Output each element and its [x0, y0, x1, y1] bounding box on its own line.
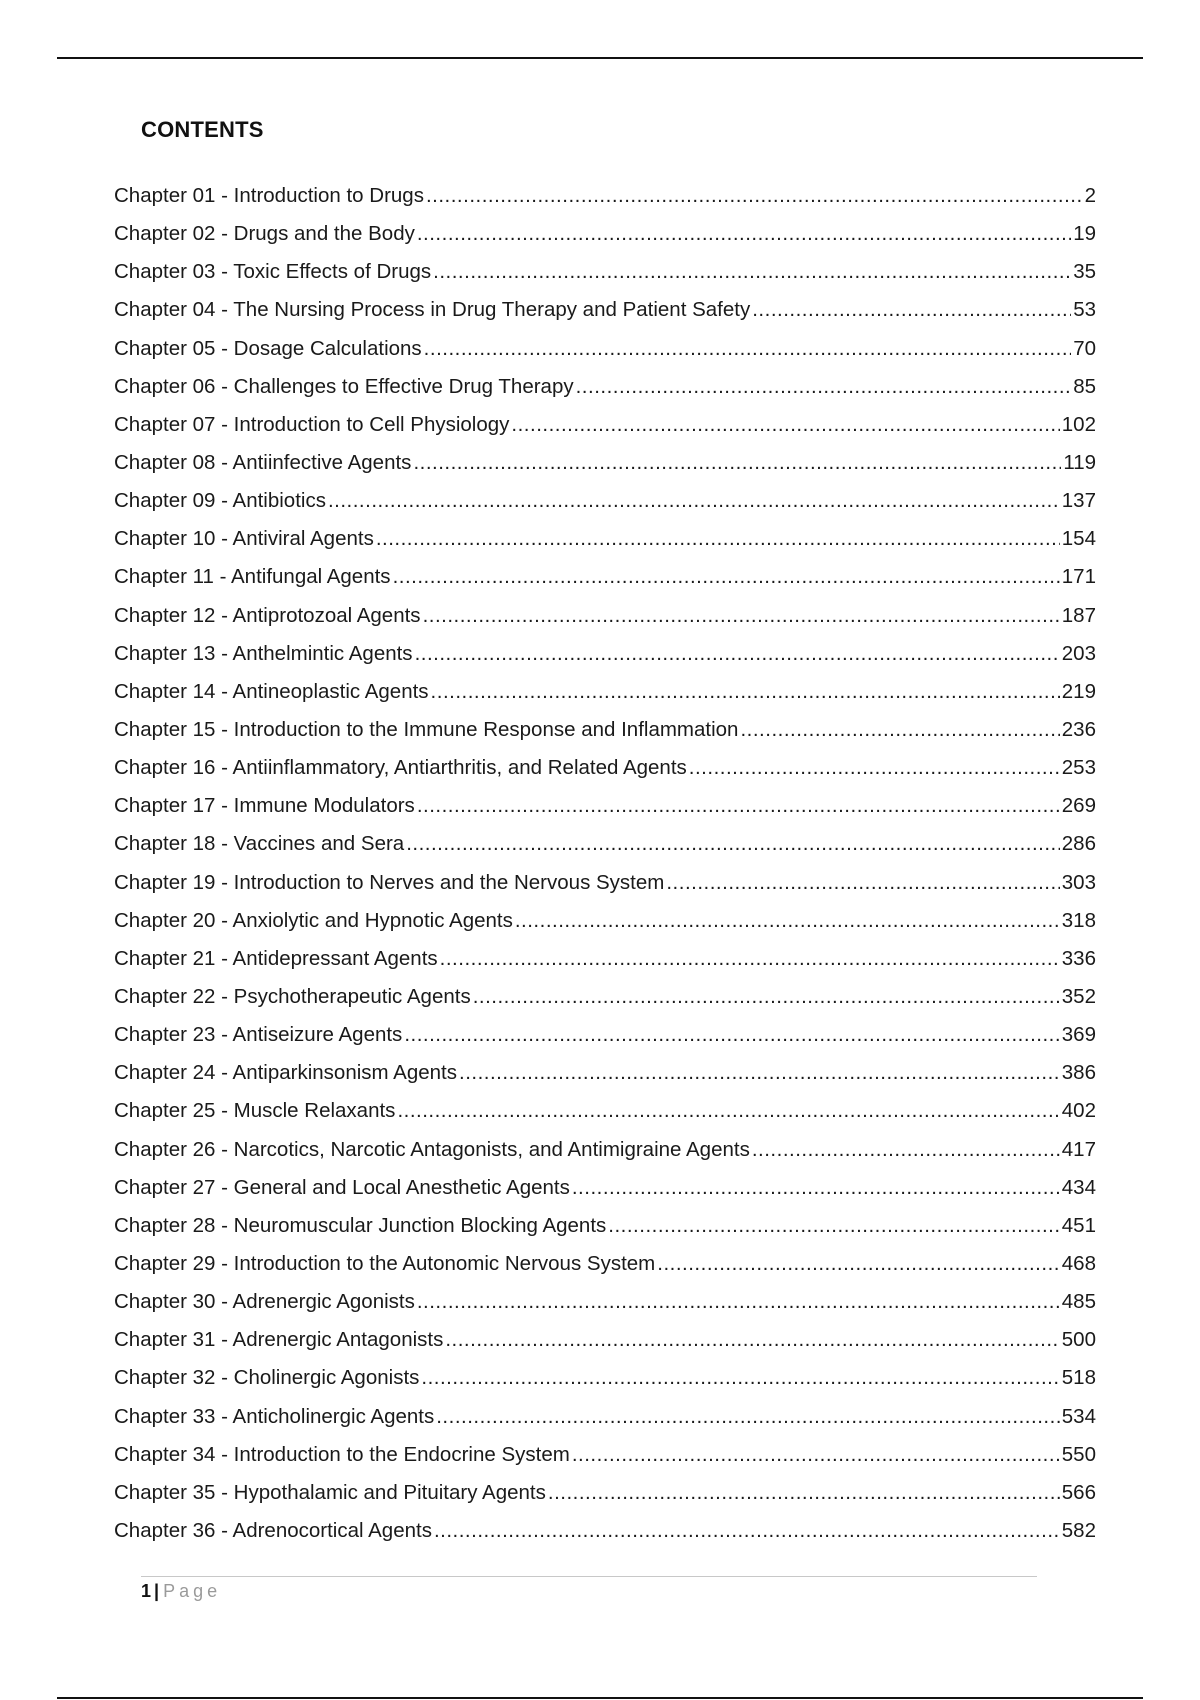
toc-entry-page: 85: [1073, 374, 1096, 398]
toc-entry-page: 70: [1073, 336, 1096, 360]
toc-dot-leader: [404, 1023, 1059, 1047]
footer-separator: |: [154, 1581, 160, 1601]
toc-entry-page: 352: [1061, 984, 1096, 1008]
toc-dot-leader: [459, 1061, 1060, 1085]
toc-entry-title: Chapter 23 - Antiseizure Agents: [114, 1023, 403, 1047]
toc-entry[interactable]: [114, 298, 1096, 336]
toc-entry-page: 2: [1084, 184, 1096, 207]
toc-entry[interactable]: [114, 222, 1096, 260]
toc-entry-page: 187: [1061, 603, 1096, 627]
toc-entry-title: Chapter 11 - Antifungal Agents: [114, 565, 391, 589]
toc-entry-page: 582: [1061, 1518, 1096, 1542]
toc-entry-title: Chapter 31 - Adrenergic Antagonists: [114, 1328, 444, 1352]
toc-dot-leader: [415, 642, 1060, 666]
toc-entry-title: Chapter 07 - Introduction to Cell Physiology: [114, 412, 510, 436]
toc-entry-title: Chapter 17 - Immune Modulators: [114, 794, 415, 818]
toc-entry-title: Chapter 02 - Drugs and the Body: [114, 222, 415, 246]
toc-entry-page: 534: [1061, 1404, 1096, 1428]
toc-entry[interactable]: [114, 565, 1096, 603]
toc-dot-leader: [397, 1099, 1059, 1123]
footer-page-label: Page: [163, 1581, 222, 1601]
toc-entry-page: 417: [1061, 1137, 1096, 1161]
toc-dot-leader: [657, 1252, 1060, 1276]
toc-entry[interactable]: [114, 1061, 1096, 1099]
toc-entry-title: Chapter 18 - Vaccines and Sera: [114, 832, 405, 856]
toc-entry-title: Chapter 16 - Antiinflammatory, Antiarthritis, and Related Agents: [114, 756, 687, 780]
toc-entry-page: 119: [1063, 450, 1096, 474]
toc-entry[interactable]: [114, 947, 1096, 985]
toc-entry-page: 303: [1061, 870, 1096, 894]
toc-entry-page: 402: [1061, 1099, 1096, 1123]
toc-entry-page: 269: [1061, 794, 1096, 818]
toc-dot-leader: [572, 1176, 1060, 1200]
footer-rule: [141, 1576, 1037, 1577]
toc-dot-leader: [423, 604, 1060, 628]
toc-entry-title: Chapter 21 - Antidepressant Agents: [114, 946, 438, 970]
toc-entry-page: 219: [1061, 679, 1096, 703]
footer-page-number: 1: [141, 1581, 152, 1601]
toc-dot-leader: [426, 184, 1083, 208]
toc-entry-page: 102: [1061, 412, 1096, 436]
toc-entry[interactable]: [114, 1443, 1096, 1481]
toc-entry-title: Chapter 10 - Antiviral Agents: [114, 527, 374, 551]
toc-entry-title: Chapter 22 - Psychotherapeutic Agents: [114, 984, 471, 1008]
toc-entry-page: 500: [1061, 1328, 1096, 1352]
toc-dot-leader: [433, 260, 1071, 284]
toc-entry-title: Chapter 04 - The Nursing Process in Drug Therapy and Patient Safety: [114, 298, 751, 322]
toc-dot-leader: [417, 794, 1060, 818]
toc-entry[interactable]: [114, 1366, 1096, 1404]
toc-entry[interactable]: [114, 1138, 1096, 1176]
toc-entry[interactable]: [114, 756, 1096, 794]
toc-dot-leader: [417, 1290, 1060, 1314]
toc-dot-leader: [440, 947, 1060, 971]
toc-entry-page: 171: [1061, 565, 1096, 589]
toc-entry[interactable]: [114, 1023, 1096, 1061]
toc-entry-page: 386: [1061, 1061, 1096, 1085]
toc-dot-leader: [406, 832, 1060, 856]
toc-dot-leader: [608, 1214, 1060, 1238]
top-rule: [57, 57, 1143, 59]
toc-entry-title: Chapter 28 - Neuromuscular Junction Blocking Agents: [114, 1213, 607, 1237]
toc-entry-page: 369: [1061, 1023, 1096, 1047]
toc-dot-leader: [666, 871, 1059, 895]
toc-entry-title: Chapter 20 - Anxiolytic and Hypnotic Agents: [114, 908, 513, 932]
toc-dot-leader: [434, 1519, 1060, 1543]
toc-entry[interactable]: [114, 680, 1096, 718]
toc-entry-page: 253: [1061, 756, 1096, 780]
toc-entry-title: Chapter 25 - Muscle Relaxants: [114, 1099, 396, 1123]
toc-entry[interactable]: [114, 832, 1096, 870]
toc-entry-page: 434: [1061, 1175, 1096, 1199]
toc-entry[interactable]: [114, 871, 1096, 909]
toc-entry[interactable]: [114, 260, 1096, 298]
toc-entry-title: Chapter 26 - Narcotics, Narcotic Antagonists, and Antimigraine Agents: [114, 1137, 750, 1161]
toc-entry[interactable]: [114, 794, 1096, 832]
toc-entry-title: Chapter 13 - Anthelmintic Agents: [114, 641, 413, 665]
toc-entry-title: Chapter 35 - Hypothalamic and Pituitary Agents: [114, 1480, 546, 1504]
toc-entry-title: Chapter 19 - Introduction to Nerves and the Nervous System: [114, 870, 665, 894]
toc-entry-title: Chapter 33 - Anticholinergic Agents: [114, 1404, 435, 1428]
toc-dot-leader: [572, 1443, 1060, 1467]
toc-entry[interactable]: [114, 985, 1096, 1023]
toc-entry-page: 19: [1073, 222, 1096, 246]
toc-entry[interactable]: [114, 527, 1096, 565]
toc-entry[interactable]: [114, 604, 1096, 642]
toc-entry[interactable]: [114, 1481, 1096, 1519]
toc-dot-leader: [576, 375, 1072, 399]
toc-entry-title: Chapter 34 - Introduction to the Endocrine System: [114, 1442, 570, 1466]
toc-entry[interactable]: [114, 489, 1096, 527]
toc-entry-title: Chapter 27 - General and Local Anesthetic Agents: [114, 1175, 570, 1199]
toc-entry-page: 137: [1061, 489, 1096, 513]
toc-entry-page: 53: [1073, 298, 1096, 322]
toc-entry[interactable]: [114, 1519, 1096, 1557]
toc-entry-title: Chapter 03 - Toxic Effects of Drugs: [114, 260, 432, 284]
toc-dot-leader: [417, 222, 1071, 246]
toc-entry-page: 550: [1061, 1442, 1096, 1466]
toc-entry-page: 485: [1061, 1290, 1096, 1314]
toc-entry[interactable]: [114, 1405, 1096, 1443]
toc-entry-title: Chapter 15 - Introduction to the Immune Response and Inflammation: [114, 717, 739, 741]
toc-dot-leader: [548, 1481, 1060, 1505]
toc-entry-title: Chapter 32 - Cholinergic Agonists: [114, 1366, 420, 1390]
toc-entry-page: 236: [1061, 717, 1096, 741]
toc-entry[interactable]: [114, 718, 1096, 756]
toc-entry[interactable]: [114, 184, 1096, 222]
toc-dot-leader: [752, 298, 1071, 322]
toc-entry-title: Chapter 01 - Introduction to Drugs: [114, 184, 424, 207]
toc-entry-page: 518: [1061, 1366, 1096, 1390]
toc-dot-leader: [413, 451, 1061, 475]
toc-dot-leader: [689, 756, 1060, 780]
table-of-contents: [114, 184, 1096, 1557]
toc-entry[interactable]: [114, 1176, 1096, 1214]
toc-dot-leader: [421, 1366, 1059, 1390]
toc-entry-title: Chapter 29 - Introduction to the Autonomic Nervous System: [114, 1251, 656, 1275]
toc-dot-leader: [473, 985, 1060, 1009]
toc-entry-title: Chapter 24 - Antiparkinsonism Agents: [114, 1061, 457, 1085]
page-footer: [141, 1581, 221, 1602]
toc-dot-leader: [328, 489, 1060, 513]
toc-entry[interactable]: [114, 1099, 1096, 1137]
toc-entry[interactable]: [114, 1290, 1096, 1328]
toc-entry-title: Chapter 06 - Challenges to Effective Drug Therapy: [114, 374, 574, 398]
toc-entry-page: 468: [1061, 1251, 1096, 1275]
toc-dot-leader: [424, 337, 1072, 361]
toc-dot-leader: [393, 565, 1060, 589]
toc-dot-leader: [740, 718, 1059, 742]
toc-entry-title: Chapter 30 - Adrenergic Agonists: [114, 1290, 415, 1314]
toc-dot-leader: [376, 527, 1060, 551]
toc-entry-title: Chapter 08 - Antiinfective Agents: [114, 450, 412, 474]
toc-dot-leader: [515, 909, 1060, 933]
toc-entry[interactable]: [114, 1252, 1096, 1290]
toc-dot-leader: [436, 1405, 1060, 1429]
toc-entry[interactable]: [114, 1328, 1096, 1366]
toc-entry-page: 451: [1061, 1213, 1096, 1237]
toc-entry-page: 203: [1061, 641, 1096, 665]
toc-entry[interactable]: [114, 1214, 1096, 1252]
toc-entry-title: Chapter 36 - Adrenocortical Agents: [114, 1518, 432, 1542]
toc-entry[interactable]: [114, 413, 1096, 451]
toc-entry[interactable]: [114, 451, 1096, 489]
toc-dot-leader: [752, 1138, 1060, 1162]
toc-entry-page: 286: [1061, 832, 1096, 856]
toc-dot-leader: [445, 1328, 1059, 1352]
toc-entry-page: 336: [1061, 946, 1096, 970]
toc-dot-leader: [431, 680, 1060, 704]
toc-entry-page: 318: [1061, 908, 1096, 932]
toc-entry-title: Chapter 12 - Antiprotozoal Agents: [114, 603, 421, 627]
toc-entry-page: 566: [1061, 1480, 1096, 1504]
bottom-rule: [57, 1697, 1143, 1699]
toc-entry[interactable]: [114, 337, 1096, 375]
toc-entry-title: Chapter 05 - Dosage Calculations: [114, 336, 422, 360]
toc-entry-page: 154: [1061, 527, 1096, 551]
toc-dot-leader: [511, 413, 1059, 437]
toc-entry[interactable]: [114, 375, 1096, 413]
toc-entry-title: Chapter 14 - Antineoplastic Agents: [114, 679, 429, 703]
toc-entry-page: 35: [1073, 260, 1096, 284]
contents-heading: CONTENTS: [141, 117, 264, 142]
toc-entry-title: Chapter 09 - Antibiotics: [114, 489, 326, 513]
toc-entry[interactable]: [114, 642, 1096, 680]
toc-entry[interactable]: [114, 909, 1096, 947]
